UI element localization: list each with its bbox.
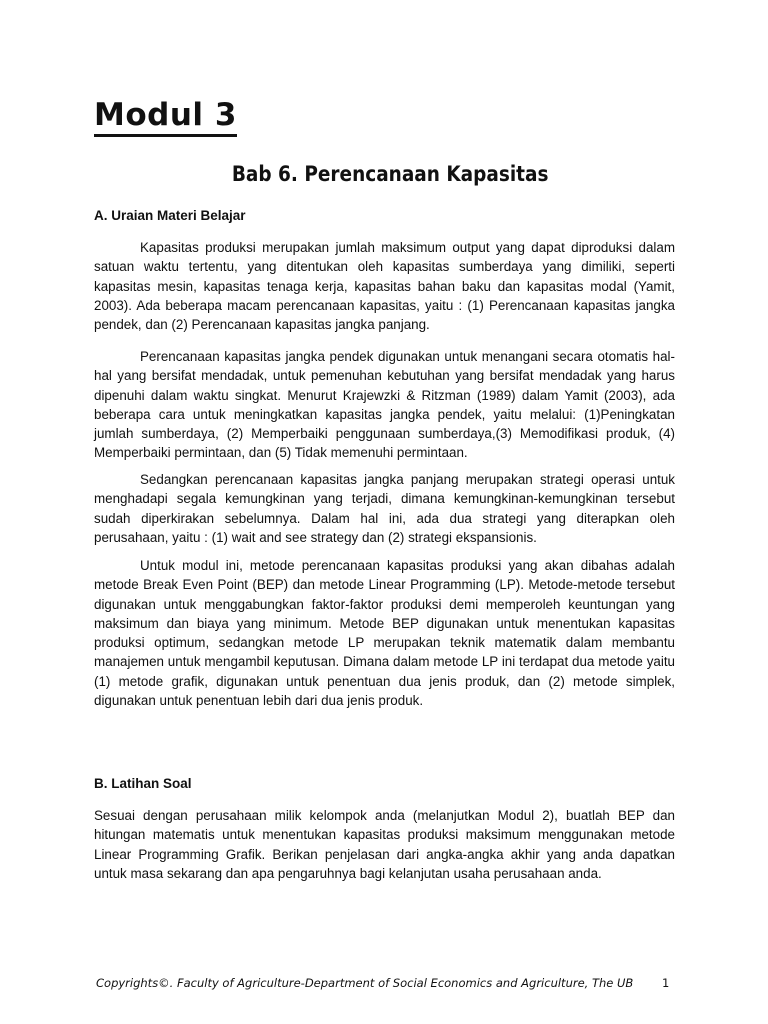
chapter-title: Bab 6. Perencanaan Kapasitas [231,162,549,186]
module-title: Modul 3 [94,96,237,137]
paragraph-bep-lp-methods: Untuk modul ini, metode perencanaan kapasitas produksi yang akan dibahas adalah metode Break Even Point (BEP) dan metode Linear Programming (LP). Metode-metode tersebut digunakan untuk menggabungkan faktor-faktor produksi demi memperoleh keuntungan yang maksimum dan biaya yang minimum. Metode BEP digunakan untuk menentukan kapasitas produksi optimum, sedangkan metode LP merupakan teknik matematik dalam membantu manajemen untuk mengambil keputusan. Dimana dalam metode LP ini terdapat dua metode yaitu (1) metode grafik, digunakan untuk penentuan dua jenis produk, dan (2) metode simplek, digunakan untuk penentuan lebih dari dua jenis produk. [94,558,675,709]
section-b-heading: B. Latihan Soal [94,776,192,791]
paragraph-long-term-planning: Sedangkan perencanaan kapasitas jangka panjang merupakan strategi operasi untuk menghadapi segala kemungkinan yang terjadi, dimana kemungkinan-kemungkinan tersebut sudah diperkirakan sebelumnya. Dalam hal ini, ada dua strategi yang diterapkan oleh perusahaan, yaitu : (1) wait and see strategy dan (2) strategi ekspansionis. [94,472,675,545]
footer-copyright: Copyrights©. Faculty of Agriculture-Department of Social Economics and Agriculture, The UB [96,976,634,990]
paragraph-short-term-planning: Perencanaan kapasitas jangka pendek digunakan untuk menangani secara otomatis hal-hal yang bersifat mendadak, untuk pemenuhan kebutuhan yang bersifat mendadak yang harus dipenuhi dalam waktu singkat. Menurut Krajewzki & Ritzman (1989) dalam Yamit (2003), ada beberapa cara untuk meningkatkan kapasitas jangka pendek, yaitu melalui: (1)Peningkatan jumlah sumberdaya, (2) Memperbaiki penggunaan sumberdaya,(3) Memodifikasi produk, (4) Memperbaiki permintaan, dan (5) Tidak memenuhi permintaan. [94,349,675,461]
paragraph-exercise: Sesuai dengan perusahaan milik kelompok anda (melanjutkan Modul 2), buatlah BEP dan hitungan matematis untuk menentukan kapasitas produksi maksimum menggunakan metode Linear Programming Grafik. Berikan penjelasan dari angka-angka akhir yang anda dapatkan untuk masa sekarang dan apa pengaruhnya bagi kelanjutan usaha perusahaan anda. [94,808,675,881]
paragraph-capacity-definition: Kapasitas produksi merupakan jumlah maksimum output yang dapat diproduksi dalam satuan waktu tertentu, yang ditentukan oleh kapasitas sumberdaya yang dimiliki, seperti kapasitas mesin, kapasitas tenaga kerja, kapasitas bahan baku dan kapasitas modal (Yamit, 2003). Ada beberapa macam perencanaan kapasitas, yaitu : (1) Perencanaan kapasitas jangka pendek, dan (2) Perencanaan kapasitas jangka panjang. [94,240,675,333]
section-a-heading: A. Uraian Materi Belajar [94,208,246,223]
page-number: 1 [662,976,670,990]
